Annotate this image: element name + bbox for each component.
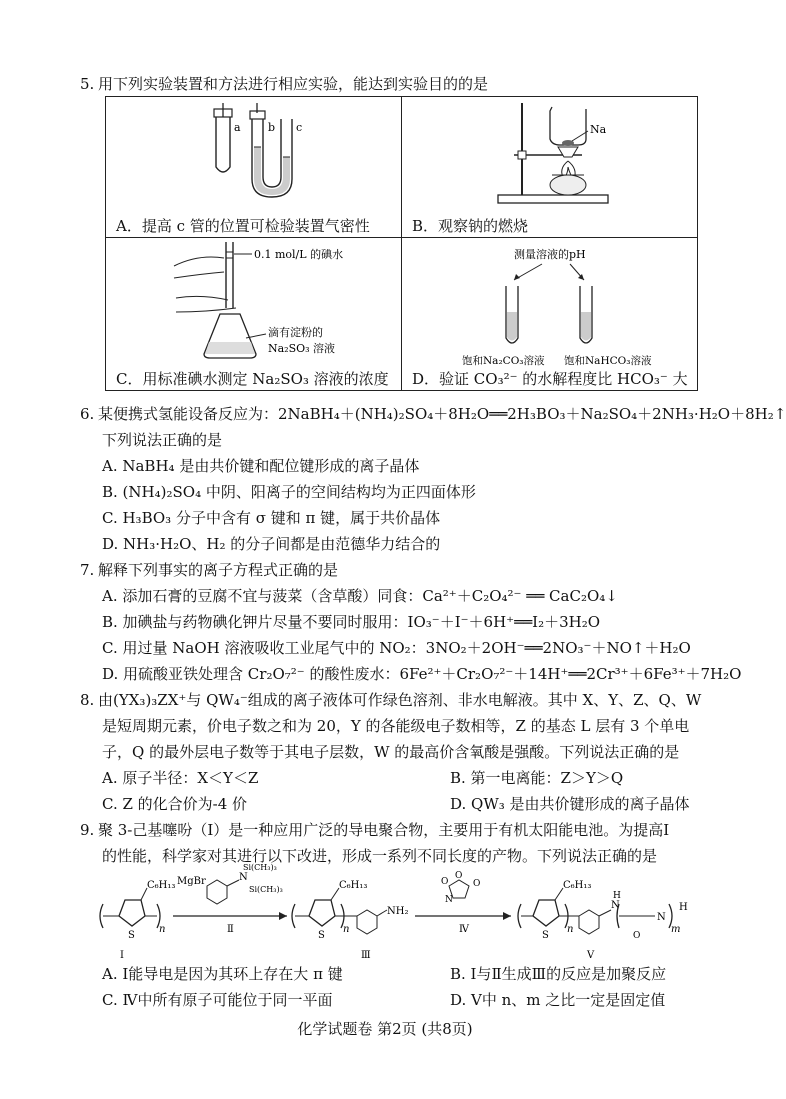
- svg-text:a: a: [234, 121, 241, 134]
- svg-text:N: N: [445, 895, 453, 905]
- q7-option-a: A. 添加石膏的豆腐不宜与菠菜（含草酸）同食：Ca²⁺＋C₂O₄²⁻ ══ CaC₂O₄↓: [102, 587, 618, 605]
- svg-text:S: S: [128, 930, 135, 941]
- q6-option-c: C. H₃BO₃ 分子中含有 σ 键和 π 键，属于共价晶体: [102, 509, 441, 527]
- product-III-structure: [292, 880, 408, 961]
- svg-text:Si(CH₃)₃: Si(CH₃)₃: [243, 863, 277, 872]
- q5-cell-a: [106, 97, 402, 238]
- svg-text:N: N: [611, 900, 620, 911]
- q5-option-c: C．用标准碘水测定 Na₂SO₃ 溶液的浓度: [116, 370, 389, 388]
- svg-text:测量溶液的pH: 测量溶液的pH: [514, 248, 586, 261]
- q6-stem2: 下列说法正确的是: [102, 431, 223, 449]
- u-tube-apparatus-figure: [106, 97, 401, 215]
- q5-option-b: B．观察钠的燃烧: [412, 217, 529, 235]
- svg-text:NH₂: NH₂: [387, 906, 409, 917]
- q6-option-b: B. (NH₄)₂SO₄ 中阴、阳离子的空间结构均为正四面体形: [102, 483, 476, 501]
- q5-number: 5.: [80, 75, 95, 93]
- svg-text:O: O: [633, 931, 641, 941]
- svg-text:b: b: [268, 121, 276, 134]
- svg-text:Ⅳ: Ⅳ: [459, 924, 469, 935]
- product-V-structure: [518, 880, 688, 961]
- q5-option-a: A．提高 c 管的位置可检验装置气密性: [116, 217, 370, 235]
- ph-test-tubes-figure: [402, 238, 697, 368]
- svg-text:饱和NaHCO₃溶液: 饱和NaHCO₃溶液: [564, 355, 652, 367]
- q9-option-b: B. Ⅰ与Ⅱ生成Ⅲ的反应是加聚反应: [450, 965, 667, 983]
- q8-option-c: C. Z 的化合价为-4 价: [102, 795, 248, 813]
- iodine-titration-figure: [106, 238, 401, 368]
- q7-option-d: D. 用硫酸亚铁处理含 Cr₂O₇²⁻ 的酸性废水：6Fe²⁺＋Cr₂O₇²⁻＋14H⁺══2Cr³⁺＋6Fe³⁺＋7H₂O: [102, 665, 742, 683]
- svg-text:H: H: [613, 891, 621, 901]
- svg-text:MgBr: MgBr: [177, 876, 206, 887]
- q8-option-b: B. 第一电离能：Z＞Y＞Q: [450, 769, 624, 787]
- q5-cell-d: [402, 238, 698, 391]
- svg-text:m: m: [671, 924, 681, 935]
- q6-option-a: A. NaBH₄ 是由共价键和配位键形成的离子晶体: [102, 457, 420, 475]
- svg-text:O: O: [441, 877, 449, 887]
- svg-text:Ⅰ: Ⅰ: [120, 950, 124, 961]
- page-footer: 化学试题卷 第2页 (共8页): [297, 1020, 473, 1038]
- q9-option-c: C. Ⅳ中所有原子可能位于同一平面: [102, 991, 333, 1009]
- q9-option-a: A. Ⅰ能导电是因为其环上存在大 π 键: [102, 965, 343, 983]
- svg-text:Na: Na: [590, 123, 607, 136]
- svg-text:S: S: [542, 930, 549, 941]
- q7-number: 7.: [80, 561, 95, 579]
- svg-text:n: n: [343, 924, 350, 935]
- q5-cell-c: [106, 238, 402, 391]
- q5-stem: 5. 用下列实验装置和方法进行相应实验，能达到实验目的的是: [80, 75, 489, 93]
- svg-text:S: S: [318, 930, 325, 941]
- svg-text:饱和Na₂CO₃溶液: 饱和Na₂CO₃溶液: [462, 355, 545, 367]
- svg-text:N: N: [657, 912, 666, 923]
- q5-cell-b: [402, 97, 698, 238]
- svg-text:O: O: [455, 871, 463, 881]
- polymer-I-structure: [100, 880, 175, 961]
- svg-text:n: n: [159, 924, 166, 935]
- svg-text:H: H: [679, 902, 688, 913]
- svg-text:n: n: [567, 924, 574, 935]
- svg-text:C₆H₁₃: C₆H₁₃: [339, 880, 368, 891]
- svg-text:O: O: [473, 879, 481, 889]
- reaction-scheme: [95, 863, 715, 962]
- svg-text:C₆H₁₃: C₆H₁₃: [147, 880, 176, 891]
- q6-option-d: D. NH₃·H₂O、H₂ 的分子间都是由范德华力结合的: [102, 535, 441, 553]
- q8-option-a: A. 原子半径：X＜Y＜Z: [102, 769, 259, 787]
- q8-line3: 子，Q 的最外层电子数等于其电子层数，W 的最高价含氧酸是强酸。下列说法正确的是: [102, 743, 680, 761]
- svg-text:Na₂SO₃ 溶液: Na₂SO₃ 溶液: [268, 342, 336, 355]
- q9-number: 9.: [80, 821, 95, 839]
- q9-line1: 9. 聚 3-己基噻吩（Ⅰ）是一种应用广泛的导电聚合物，主要用于有机太阳能电池。为提高Ⅰ: [80, 821, 670, 839]
- q8-number: 8.: [80, 691, 95, 709]
- q5-option-d: D．验证 CO₃²⁻ 的水解程度比 HCO₃⁻ 大: [412, 370, 688, 388]
- svg-text:c: c: [296, 121, 303, 134]
- q8-option-d: D. QW₃ 是由共价键形成的离子晶体: [450, 795, 690, 813]
- q8-line1: 8. 由(YX₃)₃ZX⁺与 QW₄⁻组成的离子液体可作绿色溶剂、非水电解液。其中 X、Y、Z、Q、W: [80, 691, 702, 709]
- sodium-combustion-figure: [402, 97, 697, 215]
- svg-text:C₆H₁₃: C₆H₁₃: [563, 880, 592, 891]
- q7-option-b: B. 加碘盐与药物碘化钾片尽量不要同时服用：IO₃⁻＋I⁻＋6H⁺══I₂＋3H₂O: [102, 613, 601, 631]
- svg-text:Ⅲ: Ⅲ: [361, 950, 371, 961]
- svg-text:Ⅴ: Ⅴ: [587, 950, 595, 961]
- q6-number: 6.: [80, 405, 95, 423]
- q8-line2: 是短周期元素，价电子数之和为 20，Y 的各能级电子数相等，Z 的基态 L 层有 3 个单电: [102, 717, 690, 735]
- q9-option-d: D. Ⅴ中 n、m 之比一定是固定值: [450, 991, 666, 1009]
- q6-stem: 6. 某便携式氢能设备反应为：2NaBH₄＋(NH₄)₂SO₄＋8H₂O══2H₃BO₃＋Na₂SO₄＋2NH₃·H₂O＋8H₂↑: [80, 405, 786, 423]
- svg-text:0.1 mol/L 的碘水: 0.1 mol/L 的碘水: [254, 248, 344, 261]
- q7-option-c: C. 用过量 NaOH 溶液吸收工业尾气中的 NO₂：3NO₂＋2OH⁻══2NO₃⁻＋NO↑＋H₂O: [102, 639, 691, 657]
- svg-text:滴有淀粉的: 滴有淀粉的: [268, 326, 323, 339]
- svg-text:Si(CH₃)₃: Si(CH₃)₃: [249, 885, 283, 894]
- q7-stem: 7. 解释下列事实的离子方程式正确的是: [80, 561, 339, 579]
- svg-text:Ⅱ: Ⅱ: [227, 924, 234, 935]
- svg-text:N: N: [239, 872, 248, 883]
- q9-line2: 的性能，科学家对其进行以下改进，形成一系列不同长度的产物。下列说法正确的是: [102, 847, 658, 865]
- q5-experiment-table: [105, 96, 698, 391]
